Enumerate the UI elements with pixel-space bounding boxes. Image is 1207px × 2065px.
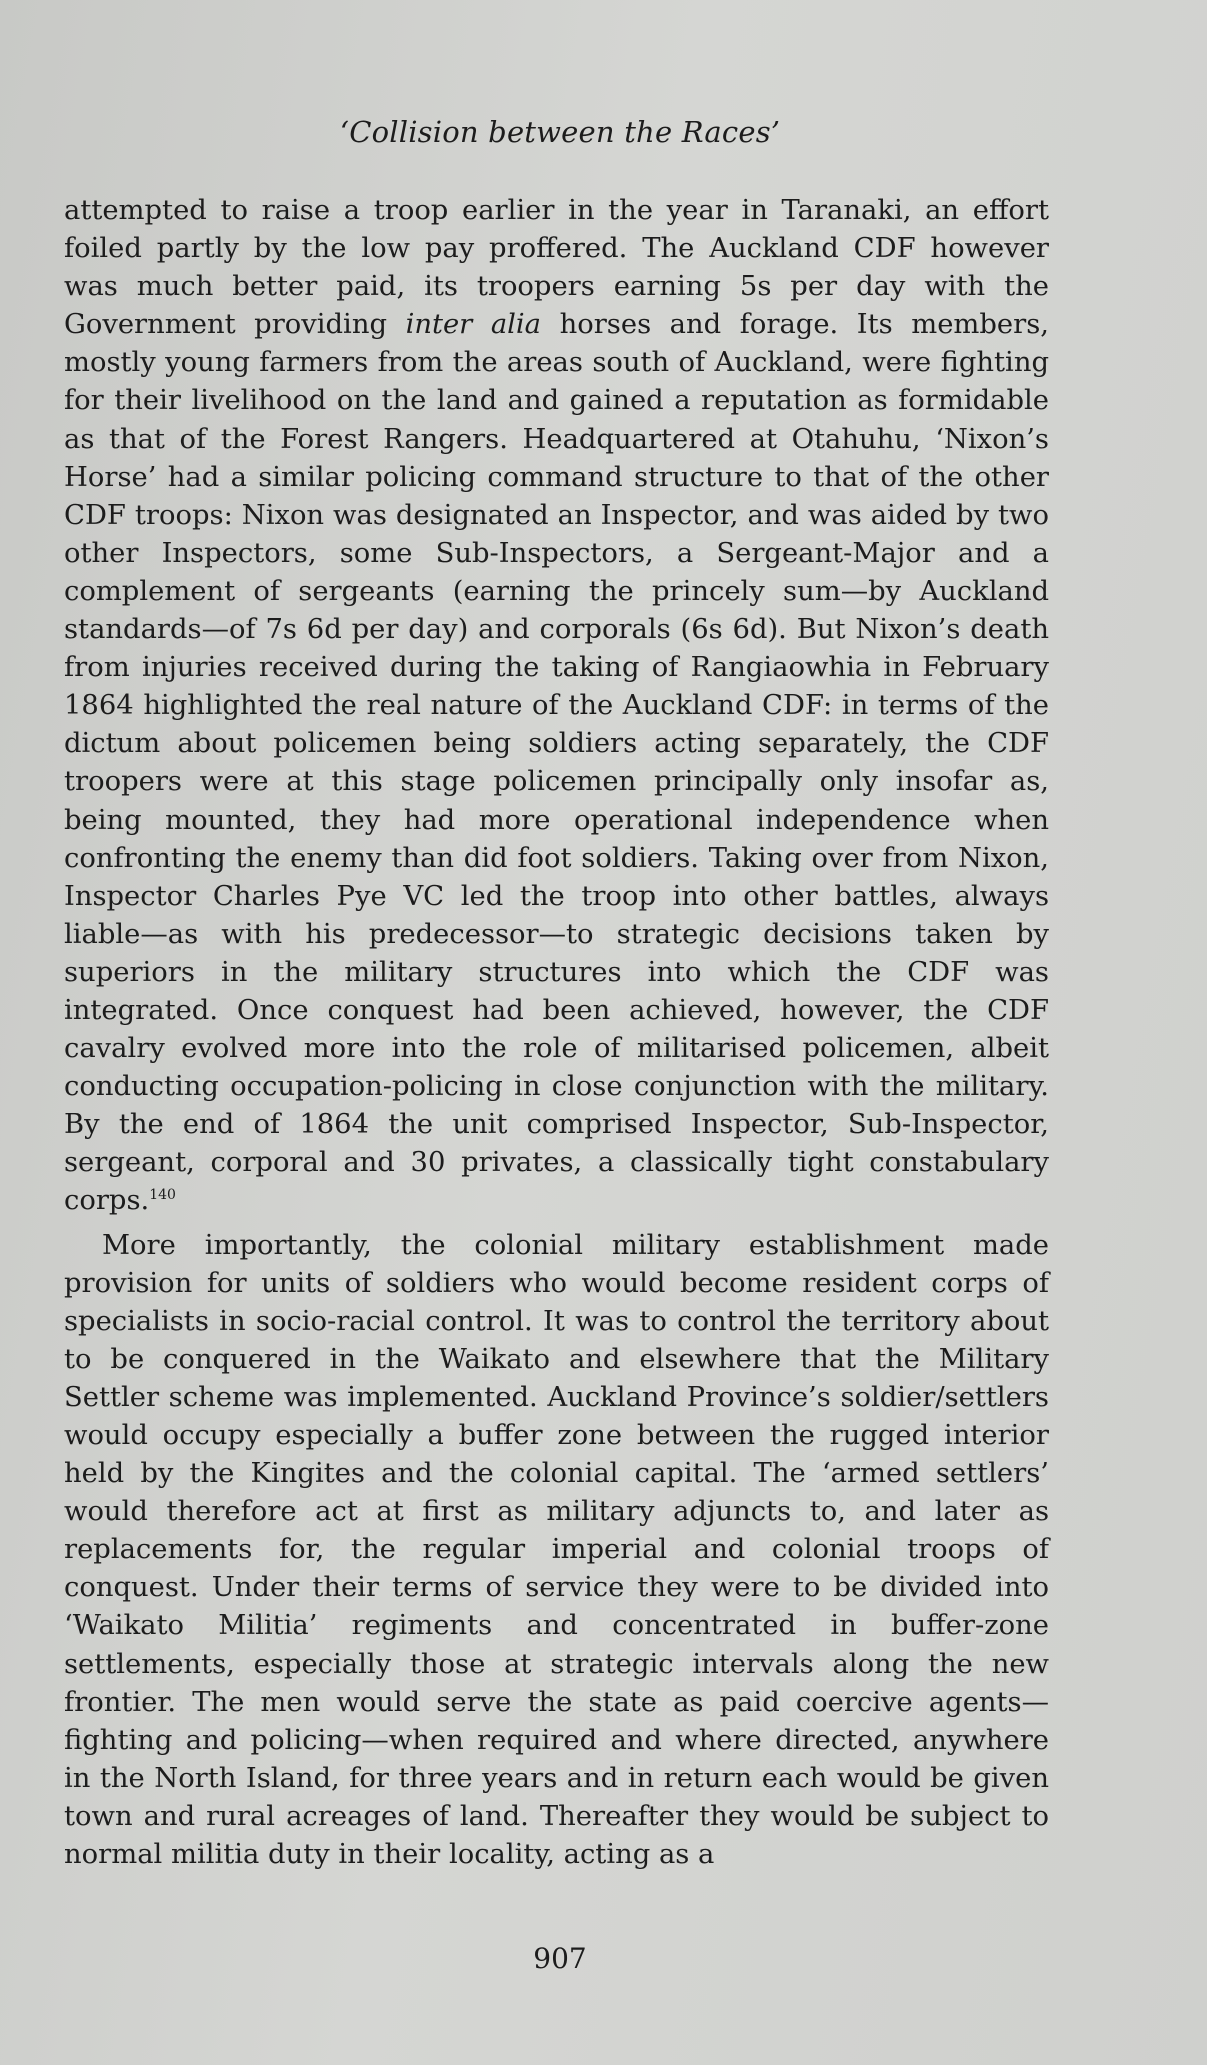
footnote-marker[interactable]: 140: [149, 1187, 176, 1204]
paragraph-1: [64, 192, 1049, 1221]
page-number: 907: [533, 1942, 587, 1975]
paragraph-1-italic-phrase: inter alia: [405, 309, 542, 341]
paragraph-2: More importantly, the colonial military establishment made provision for units of soldiers who would become resident corps of specialists in socio-racial control. It was to control the territory about to be conquered in the Waikato and elsewhere that the Military Settler scheme was implemented. Auckland Province’s soldier/settlers would occupy especially a buffer zone between the rugged interior held by the Kingites and the colonial capital. The ‘armed settlers’ would therefore act at first as military adjuncts to, and later as replacements for, the regular imperial and colonial troops of conquest. Under their terms of service they were to be divided into ‘Waikato Militia’ regiments and concentrated in buffer-zone settlements, especially those at strategic intervals along the new frontier. The men would serve the state as paid coercive agents—fighting and policing—when required and where directed, anywhere in the North Island, for three years and in return each would be given town and rural acreages of land. Thereafter they would be subject to normal militia duty in their locality, acting as a: [64, 1229, 1049, 1871]
paragraph-1-text: attempted to raise a troop earlier in the year in Taranaki, an effort foiled partly by the low pay proffered. The Auckland CDF however was much better paid, its troopers earning 5s per day with the Government providing: [64, 195, 1049, 341]
body-text: [64, 192, 1049, 1874]
paragraph-1-text-continued: horses and forage. Its members, mostly young farmers from the areas south of Auckland, were fighting for their livelihood on the land and gained a reputation as formidable as that of the Forest Rangers. Headquartered at Otahuhu, ‘Nixon’s Horse’ had a similar policing command structure to that of the other CDF troops: Nixon was designated an Inspector, and was aided by two other Inspectors, some Sub-Inspectors, a Sergeant-Major and a complement of sergeants (earning the princely sum—by Auckland standards—of 7s 6d per day) and corporals (6s 6d). But Nixon’s death from injuries received during the taking of Rangiaowhia in February 1864 highlighted the real nature of the Auckland CDF: in terms of the dictum about policemen being soldiers acting separately, the CDF troopers were at this stage policemen principally only insofar as, being mounted, they had more operational independence when confronting the enemy than did foot soldiers. Taking over from Nixon, Inspector Charles Pye VC led the troop into other battles, always liable—as with his predecessor—to strategic decisions taken by superiors in the military structures into which the CDF was integrated. Once conquest had been achieved, however, the CDF cavalry evolved more into the role of militarised policemen, albeit conducting occupation-policing in close conjunction with the military. By the end of 1864 the unit comprised Inspector, Sub-Inspector, sergeant, corporal and 30 privates, a classically tight constabulary corps.: [64, 309, 1049, 1217]
running-title: ‘Collision between the Races’: [339, 115, 781, 149]
